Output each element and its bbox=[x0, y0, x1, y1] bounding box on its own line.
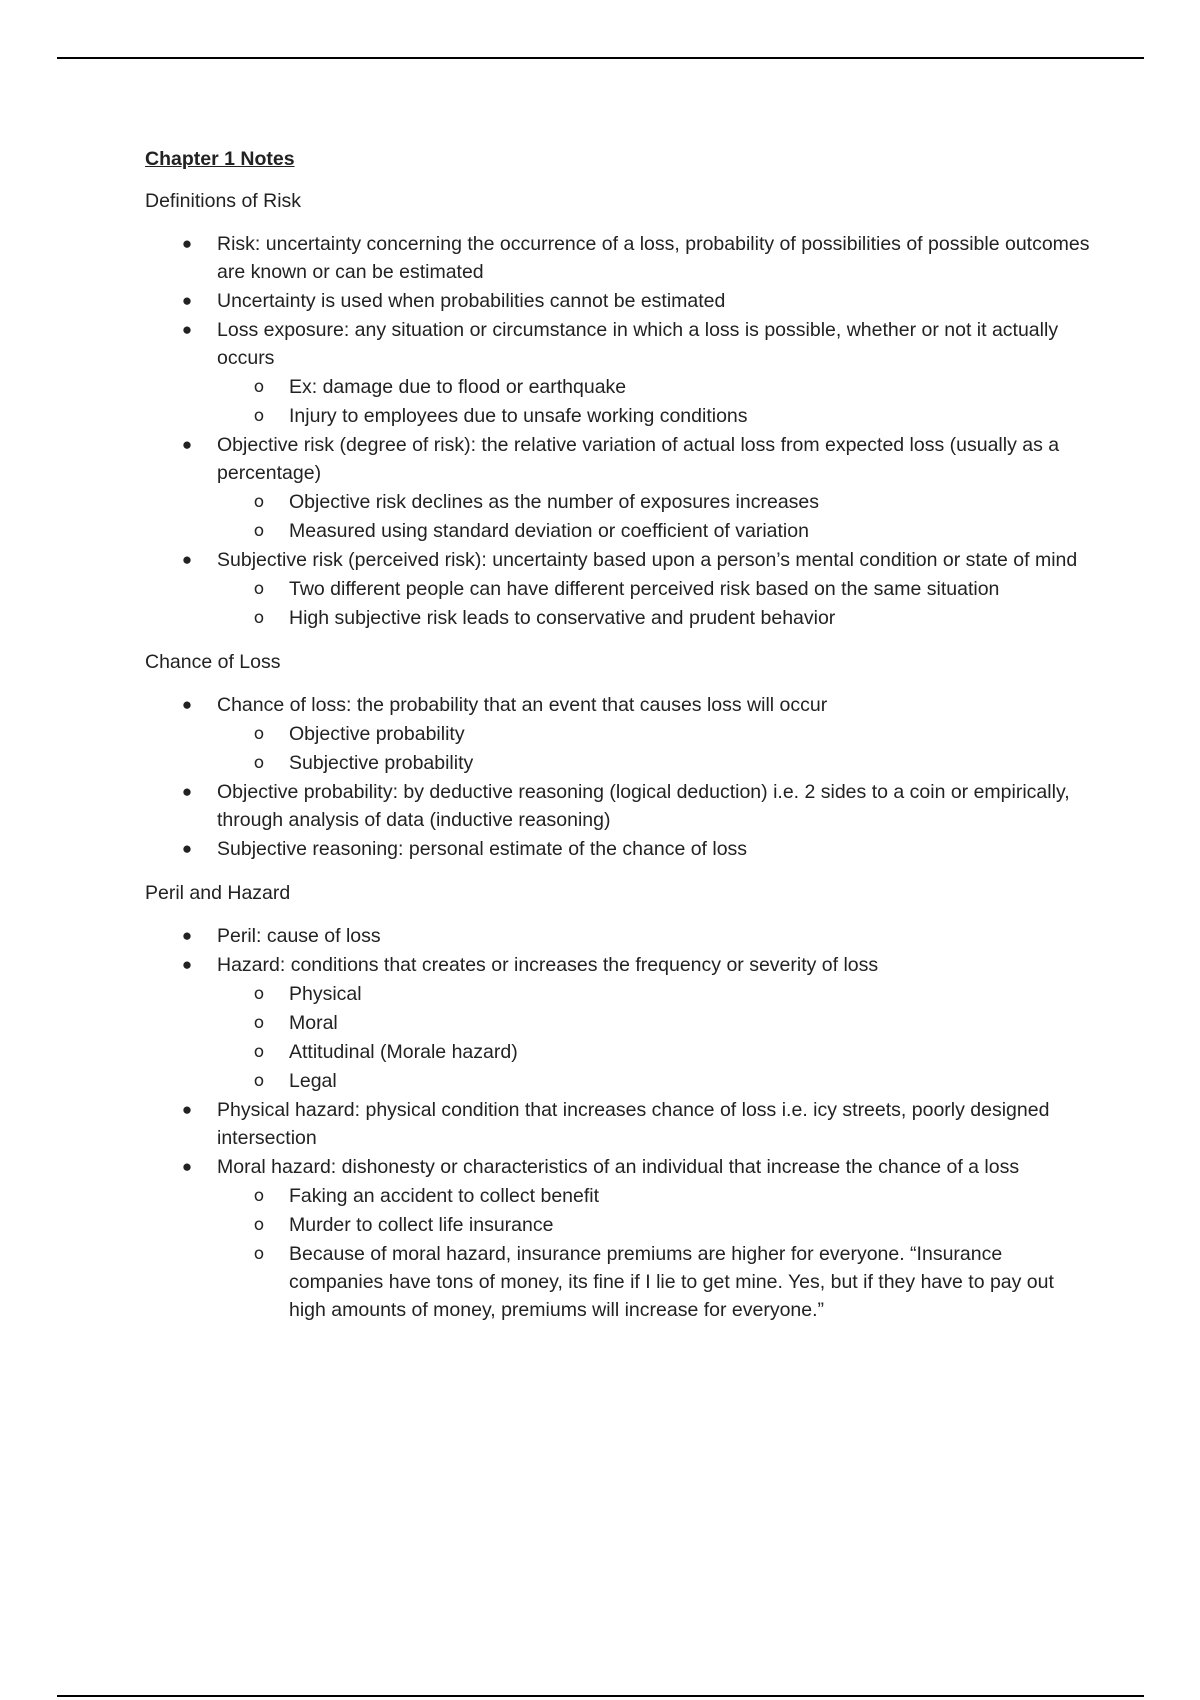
sub-list-item-text: Objective probability bbox=[289, 723, 465, 745]
sub-list-item bbox=[217, 749, 1095, 777]
sub-list-item-text: Physical bbox=[289, 983, 362, 1005]
bullet-icon: ● bbox=[181, 550, 193, 569]
hollow-bullet-icon: o bbox=[253, 521, 265, 541]
sub-list-item bbox=[217, 720, 1095, 748]
sub-bullet-list bbox=[217, 720, 1095, 777]
sub-list-item bbox=[217, 1009, 1095, 1037]
list-item-text: Subjective reasoning: personal estimate of the chance of loss bbox=[217, 838, 748, 860]
section-heading: Definitions of Risk bbox=[145, 190, 302, 212]
sub-list-item bbox=[217, 575, 1095, 603]
sub-bullet-list bbox=[217, 1182, 1095, 1324]
sub-list-item-text: High subjective risk leads to conservative and prudent behavior bbox=[289, 607, 836, 629]
sub-list-item-text: Legal bbox=[289, 1070, 337, 1092]
list-item-text: Physical hazard: physical condition that increases chance of loss i.e. icy streets, poorly designed intersection bbox=[217, 1099, 1050, 1149]
sub-list-item bbox=[217, 604, 1095, 632]
bullet-list bbox=[145, 691, 1095, 863]
bullet-icon: ● bbox=[181, 782, 193, 801]
sub-list-item bbox=[217, 1067, 1095, 1095]
sub-list-item-text: Murder to collect life insurance bbox=[289, 1214, 554, 1236]
bullet-icon: ● bbox=[181, 695, 193, 714]
sub-list-item bbox=[217, 980, 1095, 1008]
sub-list-item bbox=[217, 517, 1095, 545]
sub-list-item-text: Two different people can have different perceived risk based on the same situation bbox=[289, 578, 1000, 600]
list-item-text: Subjective risk (perceived risk): uncertainty based upon a person’s mental condition or state of mind bbox=[217, 549, 1078, 571]
hollow-bullet-icon: o bbox=[253, 579, 265, 599]
list-item bbox=[145, 951, 1095, 1095]
bullet-icon: ● bbox=[181, 1157, 193, 1176]
hollow-bullet-icon: o bbox=[253, 1071, 265, 1091]
sub-list-item-text: Measured using standard deviation or coefficient of variation bbox=[289, 520, 809, 542]
list-item-text: Objective probability: by deductive reasoning (logical deduction) i.e. 2 sides to a coin or empirically, through analysis of data (inductive reasoning) bbox=[217, 781, 1070, 831]
bullet-list bbox=[145, 230, 1095, 632]
bullet-icon: ● bbox=[181, 291, 193, 310]
sub-list-item-text: Subjective probability bbox=[289, 752, 474, 774]
sub-list-item bbox=[217, 488, 1095, 516]
sub-list-item bbox=[217, 402, 1095, 430]
hollow-bullet-icon: o bbox=[253, 608, 265, 628]
bullet-icon: ● bbox=[181, 320, 193, 339]
list-item bbox=[145, 922, 1095, 950]
bullet-icon: ● bbox=[181, 839, 193, 858]
list-item-text: Objective risk (degree of risk): the relative variation of actual loss from expected loss (usually as a percentage) bbox=[217, 434, 1060, 484]
sub-bullet-list bbox=[217, 575, 1095, 632]
sub-bullet-list bbox=[217, 980, 1095, 1095]
list-item bbox=[145, 778, 1095, 834]
list-item-text: Hazard: conditions that creates or increases the frequency or severity of loss bbox=[217, 954, 879, 976]
hollow-bullet-icon: o bbox=[253, 753, 265, 773]
sub-list-item-text: Injury to employees due to unsafe working conditions bbox=[289, 405, 748, 427]
list-item bbox=[145, 1153, 1095, 1324]
hollow-bullet-icon: o bbox=[253, 1186, 265, 1206]
hollow-bullet-icon: o bbox=[253, 492, 265, 512]
hollow-bullet-icon: o bbox=[253, 1013, 265, 1033]
bullet-icon: ● bbox=[181, 926, 193, 945]
bullet-icon: ● bbox=[181, 1100, 193, 1119]
hollow-bullet-icon: o bbox=[253, 377, 265, 397]
list-item-text: Uncertainty is used when probabilities cannot be estimated bbox=[217, 290, 726, 312]
sub-list-item-text: Because of moral hazard, insurance premiums are higher for everyone. “Insurance companies have tons of money, its fine if I lie to get mine. Yes, but if they have to pay out high amounts of money, premiums will increase for everyone.” bbox=[289, 1243, 1054, 1321]
sub-bullet-list bbox=[217, 373, 1095, 430]
sub-list-item bbox=[217, 1211, 1095, 1239]
sections-container bbox=[145, 187, 1095, 1324]
list-item bbox=[145, 287, 1095, 315]
list-item-text: Moral hazard: dishonesty or characteristics of an individual that increase the chance of a loss bbox=[217, 1156, 1020, 1178]
list-item-text: Peril: cause of loss bbox=[217, 925, 381, 947]
list-item bbox=[145, 230, 1095, 286]
sub-bullet-list bbox=[217, 488, 1095, 545]
bullet-icon: ● bbox=[181, 234, 193, 253]
list-item-text: Loss exposure: any situation or circumstance in which a loss is possible, whether or not it actually occurs bbox=[217, 319, 1059, 369]
hollow-bullet-icon: o bbox=[253, 1215, 265, 1235]
sub-list-item-text: Moral bbox=[289, 1012, 338, 1034]
sub-list-item-text: Faking an accident to collect benefit bbox=[289, 1185, 600, 1207]
section-heading: Peril and Hazard bbox=[145, 882, 291, 904]
list-item-text: Risk: uncertainty concerning the occurrence of a loss, probability of possibilities of possible outcomes are known or can be estimated bbox=[217, 233, 1090, 283]
hollow-bullet-icon: o bbox=[253, 1244, 265, 1264]
hollow-bullet-icon: o bbox=[253, 406, 265, 426]
hollow-bullet-icon: o bbox=[253, 984, 265, 1004]
section-heading: Chance of Loss bbox=[145, 651, 281, 673]
sub-list-item bbox=[217, 1240, 1095, 1324]
bottom-rule bbox=[57, 1695, 1144, 1697]
list-item bbox=[145, 835, 1095, 863]
hollow-bullet-icon: o bbox=[253, 724, 265, 744]
sub-list-item bbox=[217, 1182, 1095, 1210]
list-item bbox=[145, 431, 1095, 545]
document-title: Chapter 1 Notes bbox=[145, 148, 295, 170]
sub-list-item bbox=[217, 373, 1095, 401]
list-item bbox=[145, 316, 1095, 430]
document-body bbox=[145, 145, 1095, 1340]
list-item bbox=[145, 691, 1095, 777]
bullet-list bbox=[145, 922, 1095, 1324]
list-item-text: Chance of loss: the probability that an event that causes loss will occur bbox=[217, 694, 828, 716]
list-item bbox=[145, 546, 1095, 632]
sub-list-item-text: Attitudinal (Morale hazard) bbox=[289, 1041, 518, 1063]
bullet-icon: ● bbox=[181, 955, 193, 974]
top-rule bbox=[57, 57, 1144, 59]
hollow-bullet-icon: o bbox=[253, 1042, 265, 1062]
sub-list-item-text: Objective risk declines as the number of exposures increases bbox=[289, 491, 820, 513]
list-item bbox=[145, 1096, 1095, 1152]
sub-list-item-text: Ex: damage due to flood or earthquake bbox=[289, 376, 627, 398]
bullet-icon: ● bbox=[181, 435, 193, 454]
sub-list-item bbox=[217, 1038, 1095, 1066]
